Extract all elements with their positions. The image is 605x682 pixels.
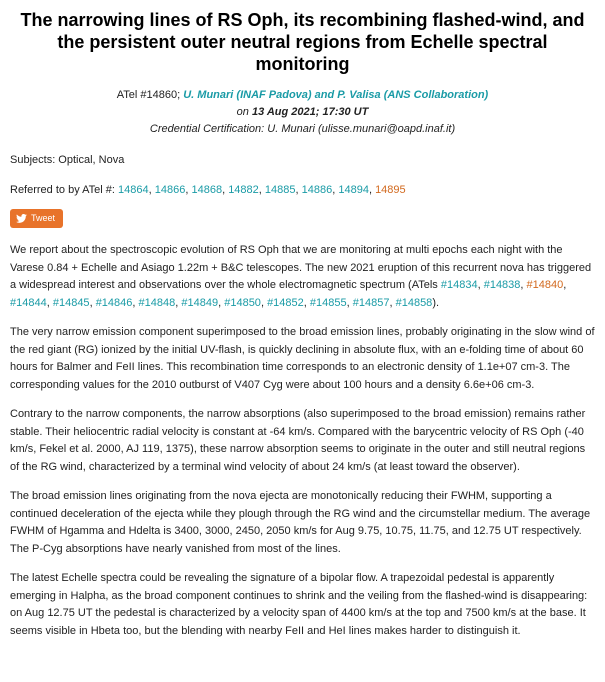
authors-link[interactable]: U. Munari (INAF Padova) and P. Valisa (ANS Collaboration)	[183, 89, 489, 101]
date-value: 13 Aug 2021; 17:30 UT	[251, 106, 369, 118]
atel-reference-link[interactable]: #14849	[181, 296, 219, 309]
date-line	[10, 104, 595, 121]
referred-atel-link[interactable]: 14886	[301, 183, 333, 196]
atel-reference-link[interactable]: #14852	[267, 296, 304, 309]
twitter-bird-icon	[16, 214, 27, 223]
referred-atel-link[interactable]: 14868	[191, 183, 223, 196]
atel-reference-link[interactable]: #14858	[395, 296, 433, 309]
date-prefix: on	[236, 106, 249, 118]
credential: Credential Certification: U. Munari (ulisse.munari@oapd.inaf.it)	[149, 123, 456, 135]
atel-reference-link[interactable]: #14857	[352, 296, 390, 309]
referred-links: 14864, 14866, 14868, 14882, 14885, 14886, 14894, 14895	[118, 183, 406, 196]
referred-atel-link[interactable]: 14895	[375, 183, 406, 196]
atel-reference-link[interactable]: #14844	[10, 296, 47, 309]
atel-reference-link[interactable]: #14855	[309, 296, 347, 309]
page-title: The narrowing lines of RS Oph, its recombining flashed-wind, and the persistent outer neutral regions from Echelle spectral monitoring	[20, 10, 585, 74]
atel-reference-link[interactable]: #14840	[526, 279, 564, 291]
referred-atel-link[interactable]: 14894	[338, 183, 369, 196]
atel-id-line	[10, 87, 595, 104]
paragraph-1	[10, 242, 595, 312]
atel-reference-link[interactable]: #14850	[224, 296, 261, 309]
tweet-label: Tweet	[31, 213, 56, 223]
referred-atel-link[interactable]: 14864	[118, 183, 149, 196]
referred-label: Referred to by ATel #:	[10, 183, 115, 196]
referred-atel-link[interactable]: 14885	[264, 183, 296, 196]
atel-reference-link[interactable]: #14845	[52, 296, 90, 309]
paragraph-5: The latest Echelle spectra could be revealing the signature of a bipolar flow. A trapezoidal pedestal is apparently emerging in Halpha, as the broad component continues to shrink and the veiling from the flashed-wind is disappearing: on Aug 12.75 UT the pedestal is characterized by a velocity span of 4400 km/s at the top and 7500 km/s at the base. It seems visible in Hbeta too, but the blending with nearby FeII and HeI lines makes harder to distinguish it.	[10, 572, 588, 637]
atel-reference-link[interactable]: #14838	[483, 279, 521, 291]
atel-reference-link[interactable]: #14848	[138, 296, 176, 309]
paragraph-3: Contrary to the narrow components, the narrow absorptions (also superimposed to the broad emission) remains rather stable. Their heliocentric radial velocity is constant at -64 km/s. Compared with the barycentric velocity of RS Oph (-40 km/s, Fekel et al. 2000, AJ 119, 1375), these narrow absorption seems to originate in the outer and still neutral regions of the RG wind, characterized by a terminal wind velocity of about 24 km/s (at least toward the observer).	[10, 408, 586, 473]
paragraph-1-atel-links: #14834, #14838, #14840, #14844, #14845, #14846, #14848, #14849, #14850, #14852, #14855, #14857, #14858	[10, 279, 567, 309]
subjects: Subjects: Optical, Nova	[10, 154, 125, 166]
paragraph-1-end: ).	[432, 296, 440, 309]
paragraph-2: The very narrow emission component superimposed to the broad emission lines, probably originating in the slow wind of the red giant (RG) ionized by the initial UV-flash, is quickly declining in absolute flux, with an e-folding time of about 60 hours for Balmer and FeII lines. This recombination time corresponds to an electronic density of 1.1e+07 cm-3. The corresponding values for the 2010 outburst of V407 Cyg were about 100 hours and a density 6.6e+06 cm-3.	[10, 326, 595, 391]
atel-reference-link[interactable]: #14846	[95, 296, 133, 309]
paragraph-4: The broad emission lines originating from the nova ejecta are monotonically reducing their FWHM, supporting a continued deceleration of the ejecta while they plough through the RG wind and the circumstellar medium. The average FWHM of Hgamma and Hdelta is 3400, 3000, 2450, 2050 km/s for Aug 9.75, 10.75, 11.75, and 12.75 UT respectively. The P-Cyg absorptions have nearly vanished from most of the lines.	[10, 490, 591, 555]
tweet-button[interactable]	[10, 209, 63, 228]
paragraph-1-text: We report about the spectroscopic evolution of RS Oph that we are monitoring at multi epochs each night with the Varese 0.84 + Echelle and Asiago 1.22m + B&C telescopes. The new 2021 eruption of this recurrent nova has triggered a widespread interest and observations over the whole electromagnetic spectrum (ATels	[10, 244, 592, 291]
referred-atel-link[interactable]: 14866	[154, 183, 186, 196]
referred-atel-link[interactable]: 14882	[228, 183, 259, 196]
atel-reference-link[interactable]: #14834	[440, 279, 478, 291]
referred-to	[10, 182, 595, 200]
atel-id: ATel #14860;	[116, 89, 181, 101]
atel-meta	[10, 87, 595, 138]
